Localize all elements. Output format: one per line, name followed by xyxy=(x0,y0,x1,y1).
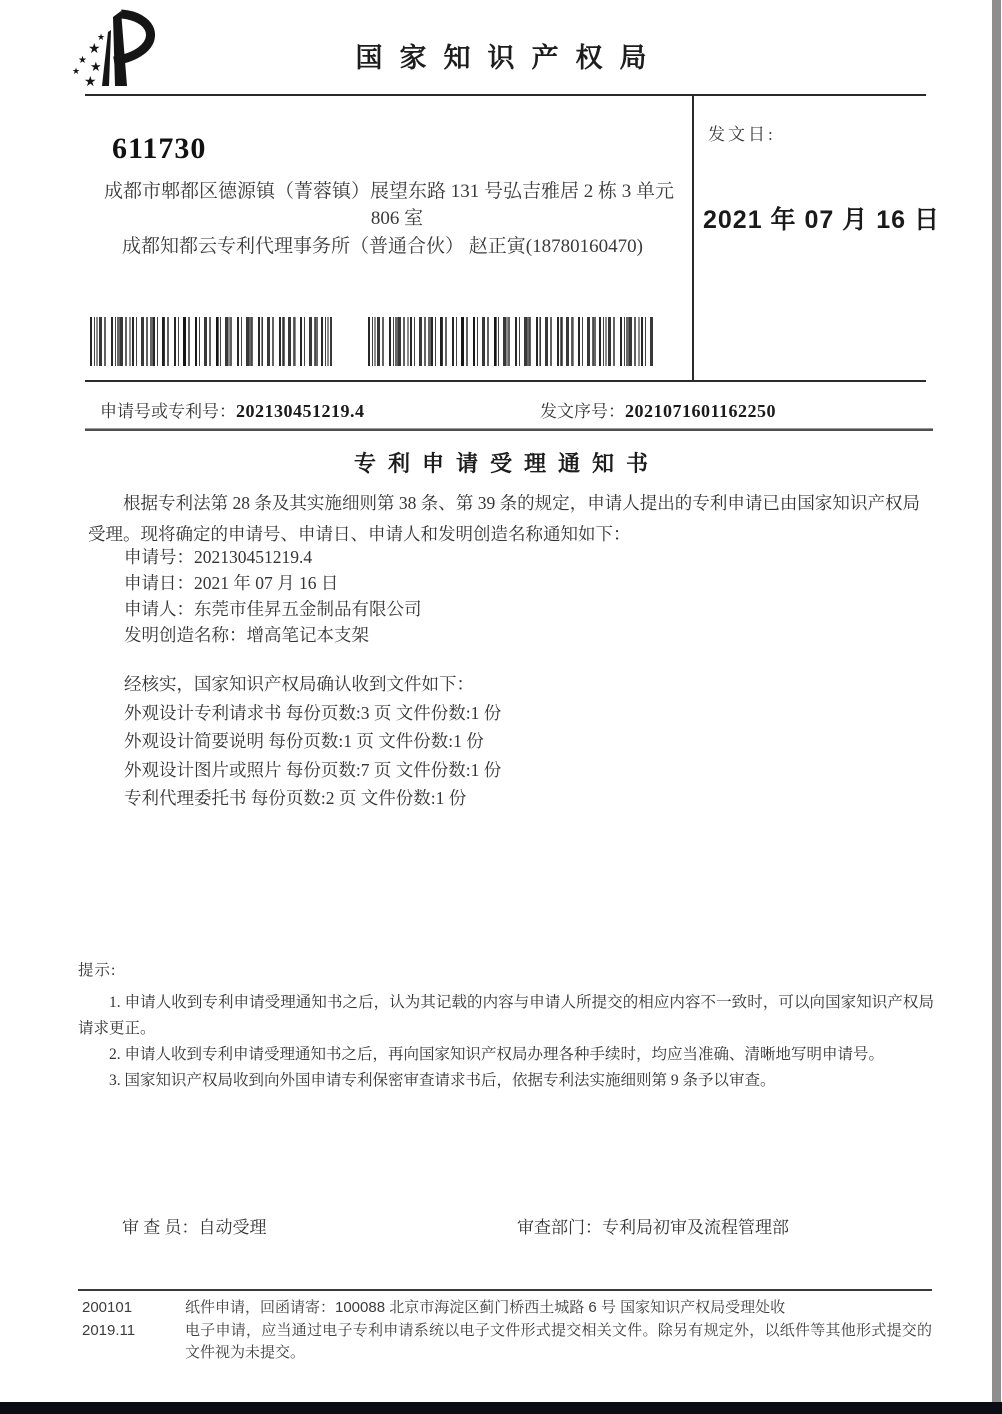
department-value: 专利局初审及流程管理部 xyxy=(602,1218,789,1237)
dispatch-box-divider xyxy=(692,94,694,381)
tip-item-3: 3. 国家知识产权局收到向外国申请专利保密审查请求书后，依据专利法实施细则第 9 条予以审查。 xyxy=(109,1072,776,1089)
footer-paper-instruction: 纸件申请，回函请寄：100088 北京市海淀区蓟门桥西土城路 6 号 国家知识产权局受理处收 xyxy=(185,1299,786,1316)
logo-star-4: ★ xyxy=(90,59,102,74)
logo-star-6: ★ xyxy=(84,75,97,90)
header-rule xyxy=(85,94,926,96)
footer-form-version: 2019.11 xyxy=(82,1321,136,1339)
department-label: 审查部门： xyxy=(517,1218,602,1237)
mid-rule xyxy=(85,380,926,382)
recipient-block xyxy=(104,132,690,260)
review-department xyxy=(517,1213,789,1238)
scan-edge-bottom xyxy=(0,1402,1002,1414)
dispatch-date-value: 2021 年 07 月 16 日 xyxy=(703,206,940,234)
logo-star-3: ★ xyxy=(78,55,87,66)
tips-block xyxy=(78,958,934,1094)
field-label: 申请人： xyxy=(124,599,194,619)
footer-electronic-instruction: 电子申请，应当通过电子专利申请系统以电子文件形式提交相关文件。除另有规定外，以纸件等其他形式提交的文件视为未提交。 xyxy=(185,1321,932,1361)
barcode-serial xyxy=(368,317,654,366)
application-fields xyxy=(124,544,422,648)
tip-item-2: 2. 申请人收到专利申请受理通知书之后，再向国家知识产权局办理各种手续时，均应当准确、清晰地写明申请号。 xyxy=(109,1046,885,1063)
footer-rule xyxy=(78,1289,932,1291)
received-title: 经核实，国家知识产权局确认收到文件如下： xyxy=(124,674,474,694)
recipient-address-line1: 成都市郫都区德源镇（菁蓉镇）展望东路 131 号弘吉雅居 2 栋 3 单元 xyxy=(104,181,675,202)
dispatch-date-label: 发文日: xyxy=(708,125,776,144)
field-row-applicant xyxy=(124,596,422,622)
field-row-application-date xyxy=(124,570,422,596)
examiner xyxy=(122,1213,267,1238)
application-number xyxy=(100,397,365,422)
logo-star-1: ★ xyxy=(97,32,106,42)
notice-intro: 根据专利法第 28 条及其实施细则第 38 条、第 39 条的规定，申请人提出的专利申请已由国家知识产权局受理。现将确定的申请号、申请日、申请人和发明创造名称通知如下： xyxy=(88,493,920,544)
recipient-agent-line: 成都知都云专利代理事务所（普通合伙） 赵正寅(18780160470) xyxy=(122,236,643,257)
logo-star-2: ★ xyxy=(88,42,101,57)
scan-edge-right xyxy=(992,0,1001,1403)
agency-title: 国家知识产权局 xyxy=(355,43,664,73)
footer-form-code: 200101 xyxy=(82,1299,133,1316)
field-label: 申请日： xyxy=(124,573,194,593)
field-value: 2021 年 07 月 16 日 xyxy=(194,573,339,593)
serial-number xyxy=(540,397,776,422)
field-row-application-no xyxy=(124,544,422,570)
application-number-label: 申请号或专利号： xyxy=(100,402,236,421)
serial-number-value: 2021071601162250 xyxy=(625,401,777,421)
field-label: 申请号： xyxy=(124,547,194,567)
serial-number-label: 发文序号： xyxy=(540,402,625,421)
received-doc-row: 专利代理委托书 每份页数:2 页 文件份数:1 份 xyxy=(124,788,467,808)
examiner-label: 审 查 员： xyxy=(122,1218,199,1237)
barcode-application xyxy=(90,317,332,366)
recipient-address-line2: 806 室 xyxy=(370,208,424,229)
notice-title: 专利申请受理通知书 xyxy=(353,451,660,476)
field-value: 202130451219.4 xyxy=(194,547,313,567)
tips-label: 提示: xyxy=(78,962,117,979)
examiner-value: 自动受理 xyxy=(198,1218,267,1237)
tip-item-1: 1. 申请人收到专利申请受理通知书之后，认为其记载的内容与申请人所提交的相应内容不一致时，可以向国家知识产权局请求更正。 xyxy=(78,994,934,1037)
field-value: 增高笔记本支架 xyxy=(246,625,369,645)
received-doc-row: 外观设计简要说明 每份页数:1 页 文件份数:1 份 xyxy=(124,731,484,751)
numbers-row xyxy=(0,397,1002,427)
received-doc-row: 外观设计专利请求书 每份页数:3 页 文件份数:1 份 xyxy=(124,702,502,723)
field-label: 发明创造名称： xyxy=(124,625,247,645)
field-value: 东莞市佳昇五金制品有限公司 xyxy=(194,599,422,619)
field-row-invention-name xyxy=(124,622,422,648)
thick-rule xyxy=(85,428,933,431)
postal-route-code: 611730 xyxy=(112,132,207,165)
received-doc-row: 外观设计图片或照片 每份页数:7 页 文件份数:1 份 xyxy=(124,759,502,780)
application-number-value: 202130451219.4 xyxy=(236,401,365,421)
footer-codes xyxy=(82,1297,185,1365)
footer-block xyxy=(82,1297,932,1365)
footer-text xyxy=(185,1297,932,1365)
received-documents-block xyxy=(124,670,501,813)
logo-star-5: ★ xyxy=(72,66,81,76)
